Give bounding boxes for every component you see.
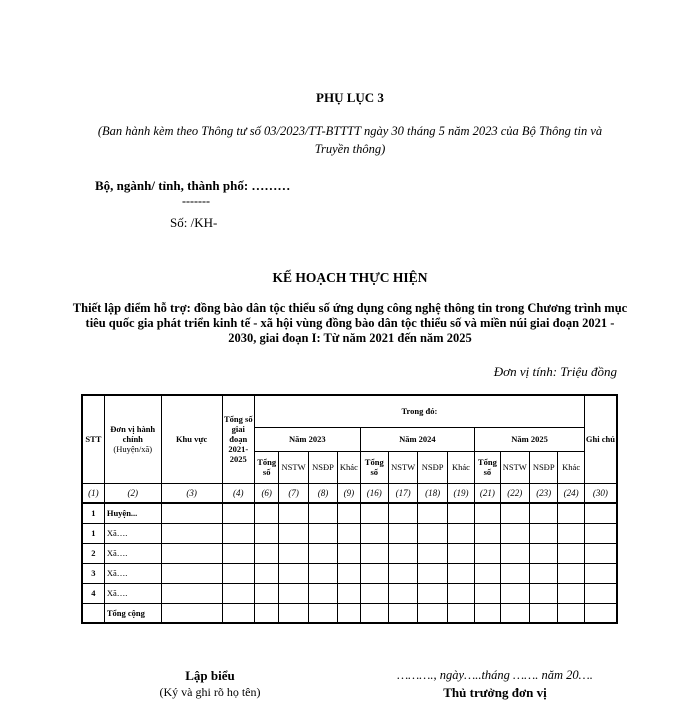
table-cell <box>418 583 447 603</box>
col-number: (8) <box>308 483 337 503</box>
table-cell <box>558 503 584 523</box>
row-stt: 3 <box>82 563 104 583</box>
table-cell <box>500 503 529 523</box>
col-number: (24) <box>558 483 584 503</box>
table-cell <box>308 503 337 523</box>
date-line: ………., ngày…..tháng ……. năm 20…. <box>397 668 593 682</box>
table-cell <box>500 563 529 583</box>
table-cell <box>222 563 254 583</box>
table-cell <box>279 523 308 543</box>
table-row <box>82 583 617 603</box>
row-unit-name: Huyện... <box>104 503 161 523</box>
table-cell <box>255 503 279 523</box>
table-cell <box>418 503 447 523</box>
table-cell <box>338 503 360 523</box>
table-cell <box>418 563 447 583</box>
sub-nsdp-2023: NSĐP <box>308 451 337 483</box>
table-cell <box>279 543 308 563</box>
table-cell <box>161 503 222 523</box>
head-of-unit: Thủ trưởng đơn vị <box>443 685 547 700</box>
col-number: (2) <box>104 483 161 503</box>
plan-description: Thiết lập điểm hỗ trợ: đồng bào dân tộc thiểu số ứng dụng công nghệ thông tin trong Chương trình mục tiêu quốc gia phát triển kinh tế - xã hội vùng đồng bào dân tộc thiểu số và miền núi giai đoạn 2021 - 2030, giai đoạn I: Từ năm 2021 đến năm 2025 <box>72 301 628 345</box>
table-cell <box>338 583 360 603</box>
table-cell <box>418 543 447 563</box>
table-cell <box>584 503 617 523</box>
table-cell <box>447 503 474 523</box>
table-cell <box>447 563 474 583</box>
row-unit-name: Xã…. <box>104 523 161 543</box>
plan-table <box>81 394 618 624</box>
table-cell <box>558 563 584 583</box>
table-cell <box>222 583 254 603</box>
currency-unit: Đơn vị tính: Triệu đồng <box>493 364 617 379</box>
total-row <box>82 603 617 623</box>
table-cell <box>308 543 337 563</box>
table-cell <box>475 543 500 563</box>
table-cell <box>558 543 584 563</box>
sub-nsdp-2025: NSĐP <box>529 451 557 483</box>
table-cell <box>500 523 529 543</box>
table-cell <box>360 523 388 543</box>
table-cell <box>584 583 617 603</box>
col-number: (9) <box>338 483 360 503</box>
col-number: (16) <box>360 483 388 503</box>
header-unit-admin-note: (Huyện/xã) <box>113 444 153 455</box>
col-number: (4) <box>222 483 254 503</box>
header-of-which: Trong đó: <box>255 395 585 427</box>
table-cell <box>529 503 557 523</box>
table-cell <box>500 543 529 563</box>
row-stt: 1 <box>82 503 104 523</box>
table-cell <box>308 563 337 583</box>
col-number: (17) <box>388 483 417 503</box>
row-unit-name: Xã…. <box>104 563 161 583</box>
col-number: (7) <box>279 483 308 503</box>
prepared-note: (Ký và ghi rõ họ tên) <box>159 685 261 699</box>
col-number: (22) <box>500 483 529 503</box>
table-cell <box>279 563 308 583</box>
prepared-by: Lập biểu <box>185 668 235 683</box>
table-cell <box>529 583 557 603</box>
col-number: (1) <box>82 483 104 503</box>
table-cell <box>475 523 500 543</box>
header-unit-admin-label: Đơn vị hành chính <box>110 424 156 445</box>
header-total-capital: Tổng số giai đoạn 2021-2025 <box>222 395 254 483</box>
table-cell <box>255 583 279 603</box>
table-cell <box>418 523 447 543</box>
table-cell <box>255 563 279 583</box>
col-number: (19) <box>447 483 474 503</box>
header-year-2023: Năm 2023 <box>255 427 361 451</box>
table-cell <box>222 543 254 563</box>
table-cell <box>500 583 529 603</box>
col-number: (23) <box>529 483 557 503</box>
col-number: (18) <box>418 483 447 503</box>
table-cell <box>338 543 360 563</box>
table-cell <box>255 543 279 563</box>
table-cell <box>529 563 557 583</box>
ministry-dashes: ------- <box>182 194 210 208</box>
sub-total-2024: Tổng số <box>360 451 388 483</box>
col-number: (21) <box>475 483 500 503</box>
table-cell <box>447 523 474 543</box>
table-cell <box>82 603 104 623</box>
table-cell <box>529 543 557 563</box>
table-cell <box>584 523 617 543</box>
sub-total-2023: Tổng số <box>255 451 279 483</box>
table-cell <box>529 523 557 543</box>
sub-nstw-2024: NSTW <box>388 451 417 483</box>
table-cell <box>475 503 500 523</box>
header-year-2024: Năm 2024 <box>360 427 475 451</box>
table-cell <box>360 543 388 563</box>
table-cell <box>584 543 617 563</box>
total-label: Tổng cộng <box>104 603 161 623</box>
plan-title: KẾ HOẠCH THỰC HIỆN <box>272 270 428 285</box>
row-unit-name: Xã…. <box>104 583 161 603</box>
table-cell <box>475 563 500 583</box>
table-cell <box>308 523 337 543</box>
table-row <box>82 503 617 523</box>
header-year-2025: Năm 2025 <box>475 427 585 451</box>
table-cell <box>308 583 337 603</box>
row-unit-name: Xã…. <box>104 543 161 563</box>
appendix-title: PHỤ LỤC 3 <box>316 90 384 105</box>
row-stt: 1 <box>82 523 104 543</box>
table-cell <box>360 503 388 523</box>
sub-other-2024: Khác <box>447 451 474 483</box>
table-cell <box>388 583 417 603</box>
col-number: (6) <box>255 483 279 503</box>
table-cell <box>558 583 584 603</box>
table-cell <box>360 563 388 583</box>
table-cell <box>279 503 308 523</box>
row-stt: 4 <box>82 583 104 603</box>
table-cell <box>161 523 222 543</box>
col-number: (3) <box>161 483 222 503</box>
table-cell <box>338 523 360 543</box>
table-cell <box>558 523 584 543</box>
row-stt: 2 <box>82 543 104 563</box>
table-cell <box>388 543 417 563</box>
sub-nstw-2023: NSTW <box>279 451 308 483</box>
document-number: Số: /KH- <box>170 215 218 230</box>
ministry-line: Bộ, ngành/ tỉnh, thành phố: ……… <box>95 178 291 193</box>
header-stt: STT <box>82 395 104 483</box>
table-cell <box>447 583 474 603</box>
table-cell <box>388 503 417 523</box>
table-cell <box>360 583 388 603</box>
table-row <box>82 543 617 563</box>
sub-other-2023: Khác <box>338 451 360 483</box>
table-cell <box>222 503 254 523</box>
table-cell <box>584 563 617 583</box>
table-cell <box>161 563 222 583</box>
table-row <box>82 563 617 583</box>
sub-nstw-2025: NSTW <box>500 451 529 483</box>
table-cell <box>161 583 222 603</box>
header-area: Khu vực <box>161 395 222 483</box>
table-cell <box>255 523 279 543</box>
header-note: Ghi chú <box>584 395 617 483</box>
table-cell <box>447 543 474 563</box>
header-unit-admin <box>104 395 161 483</box>
table-cell <box>338 563 360 583</box>
table-cell <box>222 523 254 543</box>
col-number: (30) <box>584 483 617 503</box>
table-row <box>82 523 617 543</box>
sub-other-2025: Khác <box>558 451 584 483</box>
table-cell <box>475 583 500 603</box>
appendix-subtitle: (Ban hành kèm theo Thông tư số 03/2023/TT-BTTTT ngày 30 tháng 5 năm 2023 của Bộ Thông tin và Truyền thông) <box>97 124 603 156</box>
table-cell <box>388 523 417 543</box>
table-cell <box>161 543 222 563</box>
table-cell <box>388 563 417 583</box>
table-cell <box>279 583 308 603</box>
sub-nsdp-2024: NSĐP <box>418 451 447 483</box>
sub-total-2025: Tổng số <box>475 451 500 483</box>
